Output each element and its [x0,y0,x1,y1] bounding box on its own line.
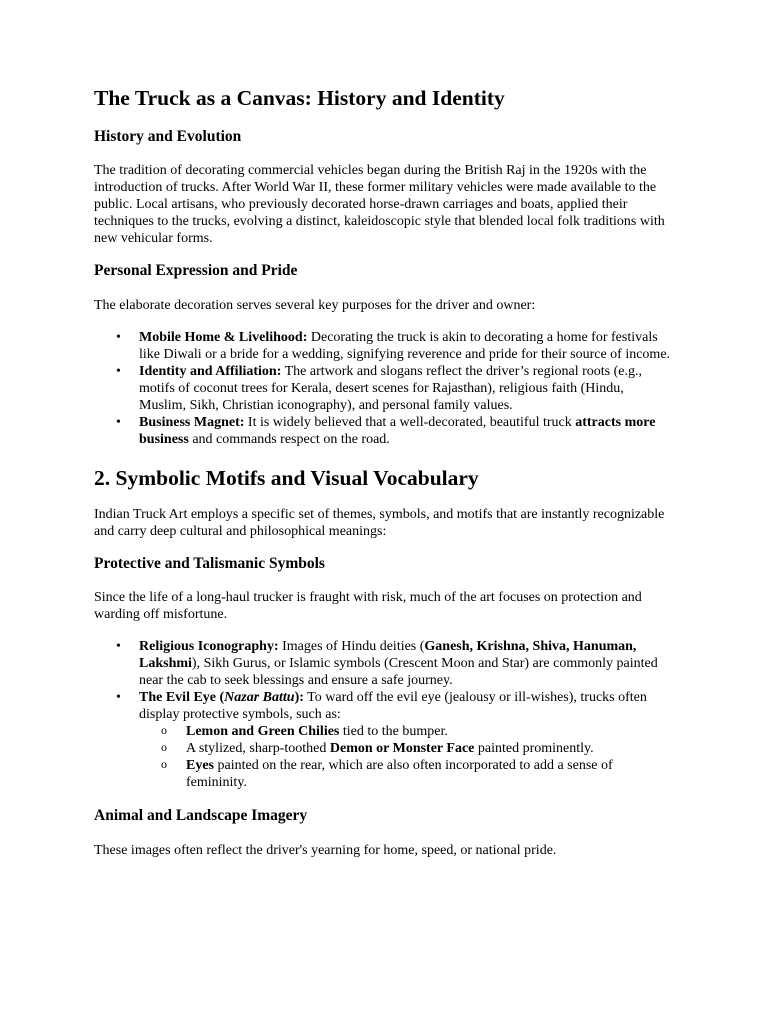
history-paragraph: The tradition of decorating commercial vehicles began during the British Raj in the 1920s with the introduction of trucks. After World War II, these former military vehicles were made available to the public. Local artisans, who previously decorated horse-drawn carriages and boats, applied their techniques to the trucks, evolving a distinct, kaleidoscopic style that blended local folk traditions with new vehicular forms. [94,163,665,247]
list-item: • Mobile Home & Livelihood: Decorating the truck is akin to decorating a home for festivals like Diwali or a bride for a wedding, signifying reverence and pride for their source of income. [94,329,674,363]
protective-heading: Protective and Talismanic Symbols [94,554,325,572]
list-item: • Religious Iconography: Images of Hindu deities (Ganesh, Krishna, Shiva, Hanuman, Lakshmi), Sikh Gurus, or Islamic symbols (Crescent Moon and Star) are commonly painted near the cab to seek blessings and ensure a safe journey. [94,638,674,689]
section2-intro: Indian Truck Art employs a specific set of themes, symbols, and motifs that are instantly recognizable and carry deep cultural and philosophical meanings: [94,506,665,539]
list-item: • Identity and Affiliation: The artwork and slogans reflect the driver’s regional roots (e.g., motifs of coconut trees for Kerala, desert scenes for Rajasthan), religious faith (Hindu, Muslim, Sikh, Christian iconography), and personal family values. [94,363,674,414]
list-item: • Business Magnet: It is widely believed that a well-decorated, beautiful truck attracts more business and commands respect on the road. [94,414,674,448]
animal-heading: Animal and Landscape Imagery [94,807,308,825]
protective-intro: Since the life of a long-haul trucker is fraught with risk, much of the art focuses on protection and warding off misfortune. [94,590,642,623]
personal-intro: The elaborate decoration serves several key purposes for the driver and owner: [94,297,536,313]
animal-paragraph: These images often reflect the driver's yearning for home, speed, or national pride. [94,842,557,858]
list-item: • The Evil Eye (Nazar Battu): To ward off the evil eye (jealousy or ill-wishes), trucks often display protective symbols, such as: o Lemon and Green Chilies tied to the bumper. o A stylized, sharp-toothed Demon or Monster Face painted prominently. o Eyes painted on the rear, which are also often incorporated to add a sense of femininity. [94,689,674,791]
protective-list [94,638,674,791]
section2-heading: 2. Symbolic Motifs and Visual Vocabulary [94,465,479,490]
personal-heading: Personal Expression and Pride [94,262,298,280]
sub-list-item: o A stylized, sharp-toothed Demon or Monster Face painted prominently. [139,740,674,757]
page-title: The Truck as a Canvas: History and Identity [94,86,505,110]
personal-list [94,329,674,448]
sub-list-item: o Eyes painted on the rear, which are also often incorporated to add a sense of femininity. [139,757,674,791]
history-heading: History and Evolution [94,127,242,145]
evil-eye-sublist [139,723,674,791]
sub-list-item: o Lemon and Green Chilies tied to the bumper. [139,723,674,740]
